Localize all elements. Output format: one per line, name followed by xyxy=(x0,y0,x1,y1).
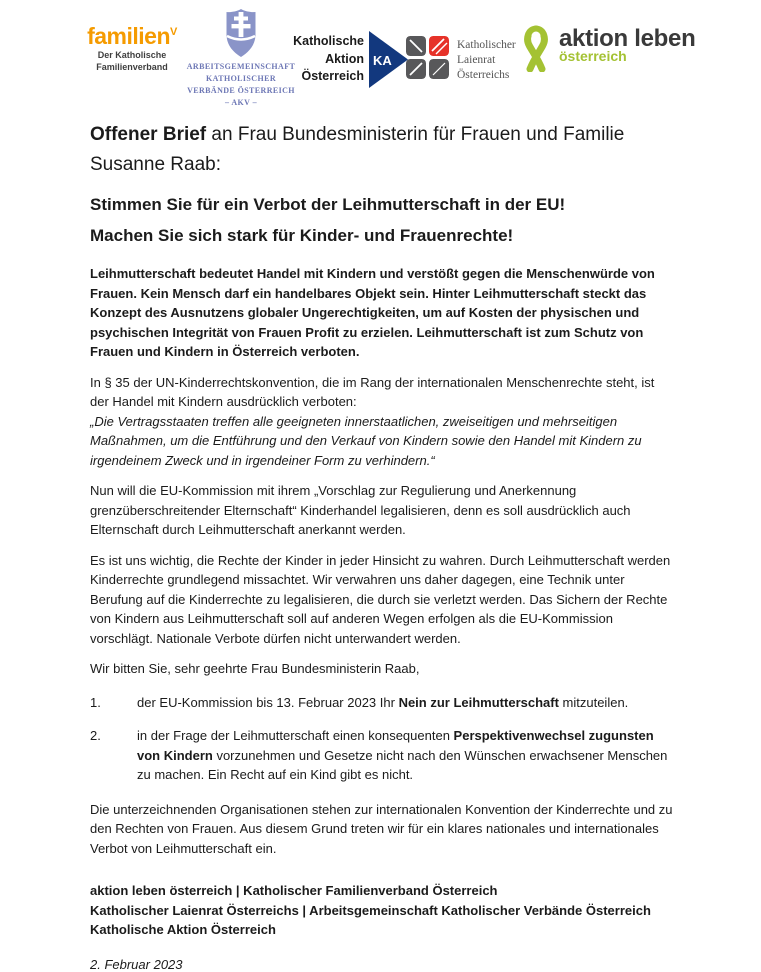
list-item-1-text xyxy=(137,693,673,713)
children-rights-paragraph: Es ist uns wichtig, die Rechte der Kinder in jeder Hinsicht zu wahren. Durch Leihmutterschaft werden Kinderrechte grundlegend missachtet. Wir verwahren uns daher dagegen, eine Technik unter Berufung auf die Kinderrechte zu legalisieren, die durch sie verletzt werden. Das Sichern der Rechte von Kindern aus Leihmutterschaft soll auf anderen Wegen erfolgen als die EU-Kommission vorschlägt. Nationale Verbote dürfen nicht unterwandert werden. xyxy=(90,552,671,646)
familienverband-subtitle-line2: Familienverband xyxy=(96,61,168,72)
list-item-2-post: vorzunehmen und Gesetze nicht nach den Wünschen erwachsener Menschen zu machen. Ein Recht auf ein Kind gibt es nicht. xyxy=(137,747,668,782)
list-item-1-pre: der EU-Kommission bis 13. Februar 2023 Ihr xyxy=(137,694,399,710)
headline-line2: Machen Sie sich stark für Kinder- und Frauenrechte! xyxy=(90,226,514,245)
aktion-leben-subtitle: österreich xyxy=(559,48,627,65)
laienrat-line1: Katholischer xyxy=(457,39,516,51)
laienrat-line3: Österreichs xyxy=(457,68,510,81)
familienverband-subtitle-line1: Der Katholische xyxy=(97,50,167,60)
aktion-leben-title: aktion leben xyxy=(559,25,696,52)
list-item-1 xyxy=(90,693,673,713)
list-item-2-number: 2. xyxy=(90,728,101,743)
un-paragraph-quote: „Die Vertragsstaaten treffen alle geeigneten innerstaatlichen, zweiseitigen und mehrseitigen Maßnahmen, um die Entführung und den Verkauf von Kindern sowie den Handel mit Kindern zu irgendeinem Zweck und in irgendeiner Form zu verhindern.“ xyxy=(90,413,642,468)
eu-commission-paragraph: Nun will die EU-Kommission mit ihrem „Vorschlag zur Regulierung und Anerkennung grenzüberschreitender Elternschaft“ Kinderhandel legalisieren, denn es soll ausdrücklich auch Elternschaft durch Leihmutterschaft anerkannt werden. xyxy=(90,483,631,537)
list-item-2-pre: in der Frage der Leihmutterschaft einen konsequenten xyxy=(137,728,454,743)
logo-familienverband xyxy=(78,25,186,73)
ka-triangle-icon xyxy=(369,31,408,88)
logo-katholische-aktion xyxy=(270,31,408,88)
appeal-intro: Wir bitten Sie, sehr geehrte Frau Bundesministerin Raab, xyxy=(90,661,420,676)
aktion-leben-wordmark xyxy=(559,21,695,72)
akv-line1: ARBEITSGEMEINSCHAFT xyxy=(186,62,296,71)
laienrat-square-3 xyxy=(406,59,426,79)
un-convention-paragraph xyxy=(90,373,673,471)
list-item-2-bold: Perspektivenwechsel zugunsten von Kindern xyxy=(137,728,654,763)
katholische-aktion-line1: Katholische Aktion xyxy=(293,34,364,66)
letter-headline xyxy=(90,189,673,251)
akv-line3: VERBÄNDE ÖSTERREICH xyxy=(187,86,295,95)
logo-aktion-leben xyxy=(522,21,695,72)
katholische-aktion-label xyxy=(270,33,364,86)
letter-content xyxy=(90,120,673,972)
closing-paragraph: Die unterzeichnenden Organisationen stehen zur internationalen Konvention der Kinderrechte und zu den Rechten von Frauen. Aus diesem Grund treten wir für ein klares nationales und internationales Verbot von Leihmutterschaft ein. xyxy=(90,801,673,856)
laienrat-square-2-red xyxy=(429,36,449,56)
familienverband-title: familien xyxy=(87,23,171,49)
familienverband-wordmark xyxy=(78,25,186,48)
logo-header xyxy=(0,0,761,110)
ribbon-icon xyxy=(522,24,550,72)
letter-title-bold: Offener Brief xyxy=(90,124,207,145)
akv-shield-icon xyxy=(225,8,257,58)
laienrat-label xyxy=(457,36,516,83)
akv-line4: – AKV – xyxy=(225,98,257,107)
letter-title-rest: an Frau Bundesministerin für Frauen und Familie Susanne Raab: xyxy=(90,124,625,175)
list-item-1-number: 1. xyxy=(90,694,101,710)
list-item-1-bold: Nein zur Leihmutterschaft xyxy=(398,694,559,710)
signature-line3: Katholische Aktion Österreich xyxy=(90,922,276,937)
un-paragraph-lead: In § 35 der UN-Kinderrechtskonvention, die im Rang der internationalen Menschenrechte steht, ist der Handel mit Kindern ausdrücklich verboten: xyxy=(90,374,655,409)
signature-line1: aktion leben österreich | Katholischer Familienverband Österreich xyxy=(90,883,498,898)
list-item-2 xyxy=(90,726,673,785)
list-item-1-post: mitzuteilen. xyxy=(558,694,629,710)
letter-date: 2. Februar 2023 xyxy=(90,956,183,972)
familienverband-subtitle xyxy=(78,50,186,73)
familienverband-superscript: V xyxy=(170,26,177,38)
laienrat-squares-icon xyxy=(406,36,449,79)
laienrat-square-4 xyxy=(429,59,449,79)
ka-badge-text: KA xyxy=(373,53,392,68)
katholische-aktion-line2: Österreich xyxy=(301,69,364,84)
headline-line1: Stimmen Sie für ein Verbot der Leihmutterschaft in der EU! xyxy=(90,195,566,214)
intro-paragraph: Leihmutterschaft bedeutet Handel mit Kindern und verstößt gegen die Menschenwürde von Frauen. Kein Mensch darf ein handelbares Objekt sein. Hinter Leihmutterschaft steckt das Konzept des Ausnutzens globaler Ungerechtigkeiten, um auf Kosten der physischen und psychischen Integrität von Frauen Profit zu erzielen. Leihmutterschaft ist zum Schutz von Frauen und Kindern in Österreich verboten. xyxy=(90,266,655,359)
signature-line2: Katholischer Laienrat Österreichs | Arbeitsgemeinschaft Katholischer Verbände Österreich xyxy=(90,902,651,918)
laienrat-square-1 xyxy=(406,36,426,56)
akv-line2: KATHOLISCHER xyxy=(206,74,276,83)
list-item-2-text xyxy=(137,726,673,785)
logo-laienrat xyxy=(406,36,516,83)
letter-title xyxy=(90,120,673,180)
laienrat-line2: Laienrat xyxy=(457,53,496,66)
signature-block xyxy=(90,881,673,940)
